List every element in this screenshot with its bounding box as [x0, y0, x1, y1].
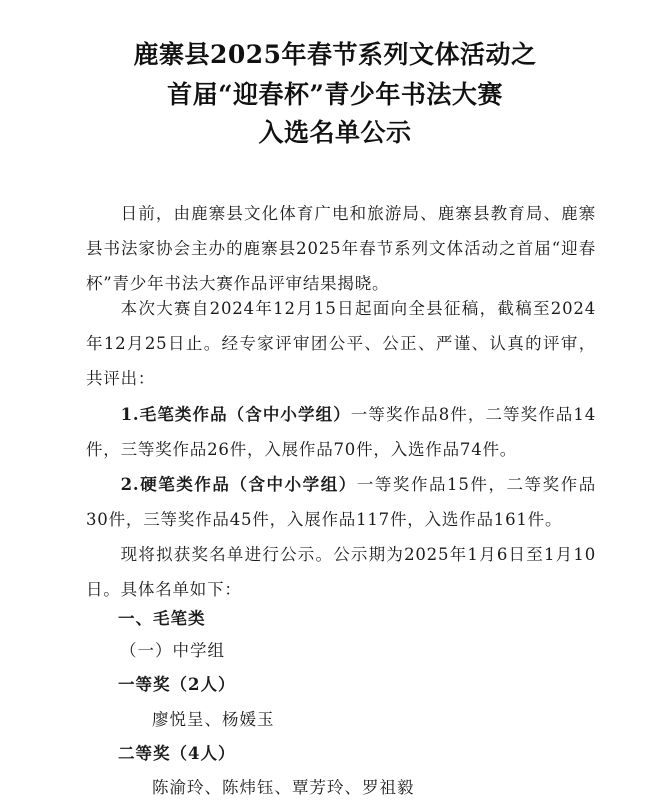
announcement-paragraph: 现将拟获奖名单进行公示。公示期为2025年1月6日至1月10日。具体名单如下：: [86, 545, 596, 599]
first-prize-names: 廖悦呈、杨媛玉: [152, 710, 275, 729]
title-line-2: 首届“迎春杯”青少年书法大赛: [167, 80, 503, 109]
brush-results-paragraph: [86, 397, 596, 467]
pen-results-label: 2.硬笔类作品（含中小学组）: [120, 475, 357, 494]
title-line-1: 鹿寨县2025年春节系列文体活动之: [133, 40, 537, 69]
pen-results-paragraph: [86, 467, 596, 537]
second-prize-names: 陈渝玲、陈炜钰、覃芳玲、罗祖毅: [152, 778, 415, 797]
pen-results-text: 一等奖作品15件，二等奖作品30件，三等奖作品45件，入展作品117件，入选作品161件。: [86, 475, 596, 529]
second-prize-heading: 二等奖（4人）: [118, 744, 236, 763]
group-heading: （一）中学组: [120, 641, 225, 660]
category-heading: 一、毛笔类: [118, 609, 206, 628]
brush-results-text: 一等奖作品8件，二等奖作品14件，三等奖作品26件，入展作品70件，入选作品74件。: [86, 405, 596, 459]
first-prize-heading: 一等奖（2人）: [118, 675, 236, 694]
brush-results-label: 1.毛笔类作品（含中小学组）: [120, 405, 351, 424]
title-line-3: 入选名单公示: [258, 118, 412, 147]
contest-period-paragraph: 本次大赛自2024年12月15日起面向全县征稿，截稿至2024年12月25日止。经专家评审团公平、公正、严谨、认真的评审，共评出：: [86, 299, 596, 388]
intro-paragraph: 日前，由鹿寨县文化体育广电和旅游局、鹿寨县教育局、鹿寨县书法家协会主办的鹿寨县2025年春节系列文体活动之首届“迎春杯”青少年书法大赛作品评审结果揭晓。: [86, 204, 596, 293]
